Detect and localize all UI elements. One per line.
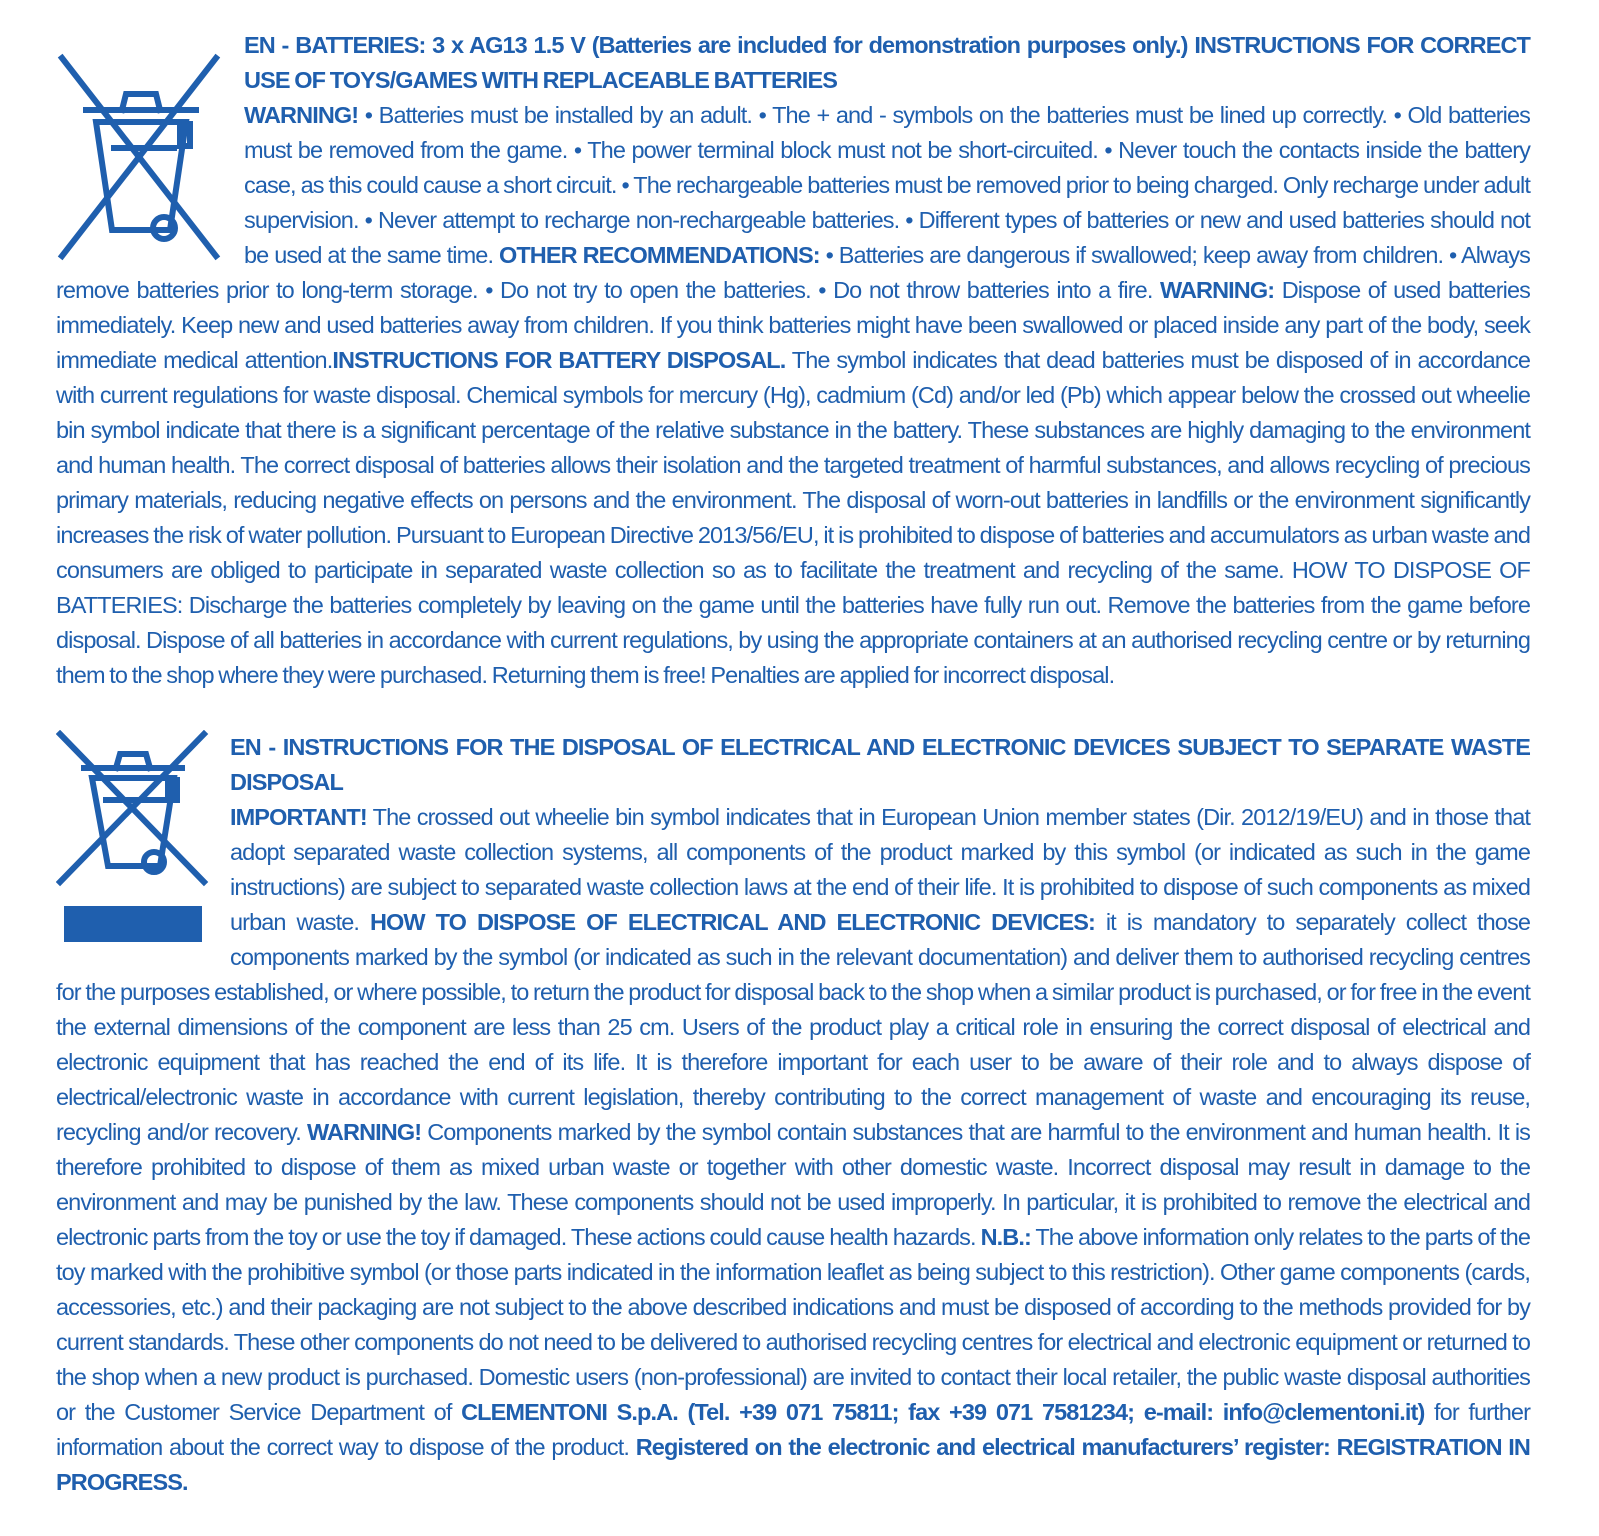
crossed-wheelie-bin-icon: [56, 52, 224, 262]
body-text: The symbol indicates that dead batteries must be disposed of in accordance with current regulations for waste disposal. Chemical symbols for mercury (Hg), cadmium (Cd) and/or led (Pb) which appear below the crossed out wheelie bin symbol indicate that there is a significant percentage of the relative substance in the battery. These substances are highly damaging to the environment and human health. The correct disposal of batteries allows their isolation and the targeted treatment of harmful substances, and allows recycling of precious primary materials, reducing negative effects on persons and the environment. The disposal of worn-out batteries in landfills or the environment significantly increases the risk of water pollution. Pursuant to European Directive 2013/56/EU, it is prohibited to dispose of batteries and accumulators as urban waste and consumers are obliged to participate in separated waste collection so as to facilitate the treatment and recycling of the same. HOW TO DISPOSE OF BATTERIES: Discharge the batteries completely by leaving on the game until the batteries have fully run out. Remove the batteries from the game before disposal. Dispose of all batteries in accordance with current regulations, by using the appropriate containers at an authorised recycling centre or by returning them to the shop where they were purchased. Returning them is free! Penalties are applied for incorrect disposal.: [56, 347, 1530, 688]
body-text: • Batteries must be installed by an adult. • The + and - symbols on the batteries must be lined up correctly. • Old batteries must be removed from the game. • The power terminal block must not be short-circuited. • Never touch the contacts inside the battery case, as this could cause a short circuit. • The rechargeable batteries must be removed prior to being charged. Only recharge under adult supervision. • Never attempt to recharge non-rechargeable batteries. • Different types of batteries or new and used batteries should not be used at the same time.: [244, 102, 1530, 268]
bold-heading-text: IMPORTANT!: [230, 804, 367, 830]
body-text: The above information only relates to the parts of the toy marked with the prohibitive symbol (or those parts indicated in the information leaflet as being subject to this restriction). Other game components (cards, accessories, etc.) and their packaging are not subject to the above described indications and must be disposed of according to the methods provided for by current standards. These other components do not need to be delivered to authorised recycling centres for electrical and electronic equipment or returned to the shop when a new product is purchased. Domestic users (non-professional) are invited to contact their local retailer, the public waste disposal authorities or the Customer Service Department of: [56, 1224, 1531, 1425]
bold-heading-text: OTHER RECOMMENDATIONS:: [498, 242, 820, 268]
bold-heading-text: WARNING:: [1159, 277, 1275, 303]
body-text: for further information about the correct way to dispose of the product.: [56, 1399, 1530, 1460]
bold-heading-text: EN - INSTRUCTIONS FOR THE DISPOSAL OF ELECTRICAL AND ELECTRONIC DEVICES SUBJECT TO SEPARATE WASTE DISPOSAL: [230, 734, 1530, 795]
crossed-wheelie-bin-with-bar-icon: [56, 730, 212, 958]
bold-heading-text: EN - BATTERIES: 3 x AG13 1.5 V (Batteries are included for demonstration purposes only.) INSTRUCTIONS FOR CORRECT USE OF TOYS/GAMES WITH REPLACEABLE BATTERIES: [244, 32, 1530, 93]
solid-bar-mark: [64, 906, 202, 942]
bold-heading-text: WARNING!: [306, 1119, 422, 1145]
battery-instructions-text: [56, 28, 1530, 693]
bold-heading-text: N.B.:: [980, 1224, 1031, 1250]
bold-heading-text: CLEMENTONI S.p.A. (Tel. +39 071 75811; fax +39 071 7581234; e-mail: info@clementoni.it): [461, 1399, 1425, 1425]
bold-heading-text: WARNING!: [244, 102, 359, 128]
body-text: it is mandatory to separately collect those components marked by the symbol (or indicated as such in the relevant documentation) and deliver them to authorised recycling centres for the purposes established, or where possible, to return the product for disposal back to the shop when a similar product is purchased, or for free in the event the external dimensions of the component are less than 25 cm. Users of the product play a critical role in ensuring the correct disposal of electrical and electronic equipment that has reached the end of its life. It is therefore important for each user to be aware of their role and to always dispose of electrical/electronic waste in accordance with current legislation, thereby contributing to the correct management of waste and encouraging its reuse, recycling and/or recovery.: [56, 909, 1530, 1145]
body-text: Dispose of used batteries immediately. Keep new and used batteries away from children. If you think batteries might have been swallowed or placed inside any part of the body, seek immediate medical attention.: [56, 277, 1530, 373]
bold-heading-text: INSTRUCTIONS FOR BATTERY DISPOSAL.: [332, 347, 786, 373]
weee-instructions-text: [56, 730, 1530, 1500]
body-text: • Batteries are dangerous if swallowed; keep away from children. • Always remove batteries prior to long-term storage. • Do not try to open the batteries. • Do not throw batteries into a fire.: [56, 242, 1530, 303]
bold-heading-text: Registered on the electronic and electrical manufacturers’ register: REGISTRATION IN PROGRESS.: [56, 1434, 1530, 1495]
battery-disposal-section: [56, 28, 1530, 693]
weee-disposal-section: [56, 730, 1530, 1500]
body-text: Components marked by the symbol contain substances that are harmful to the environment and human health. It is therefore prohibited to dispose of them as mixed urban waste or together with other domestic waste. Incorrect disposal may result in damage to the environment and may be punished by the law. These components should not be used improperly. In particular, it is prohibited to remove the electrical and electronic parts from the toy or use the toy if damaged. These actions could cause health hazards.: [56, 1119, 1530, 1250]
body-text: The crossed out wheelie bin symbol indicates that in European Union member states (Dir. 2012/19/EU) and in those that adopt separated waste collection systems, all components of the product marked by this symbol (or indicated as such in the game instructions) are subject to separated waste collection laws at the end of their life. It is prohibited to dispose of such components as mixed urban waste.: [230, 804, 1530, 935]
bold-heading-text: HOW TO DISPOSE OF ELECTRICAL AND ELECTRONIC DEVICES:: [369, 909, 1095, 935]
